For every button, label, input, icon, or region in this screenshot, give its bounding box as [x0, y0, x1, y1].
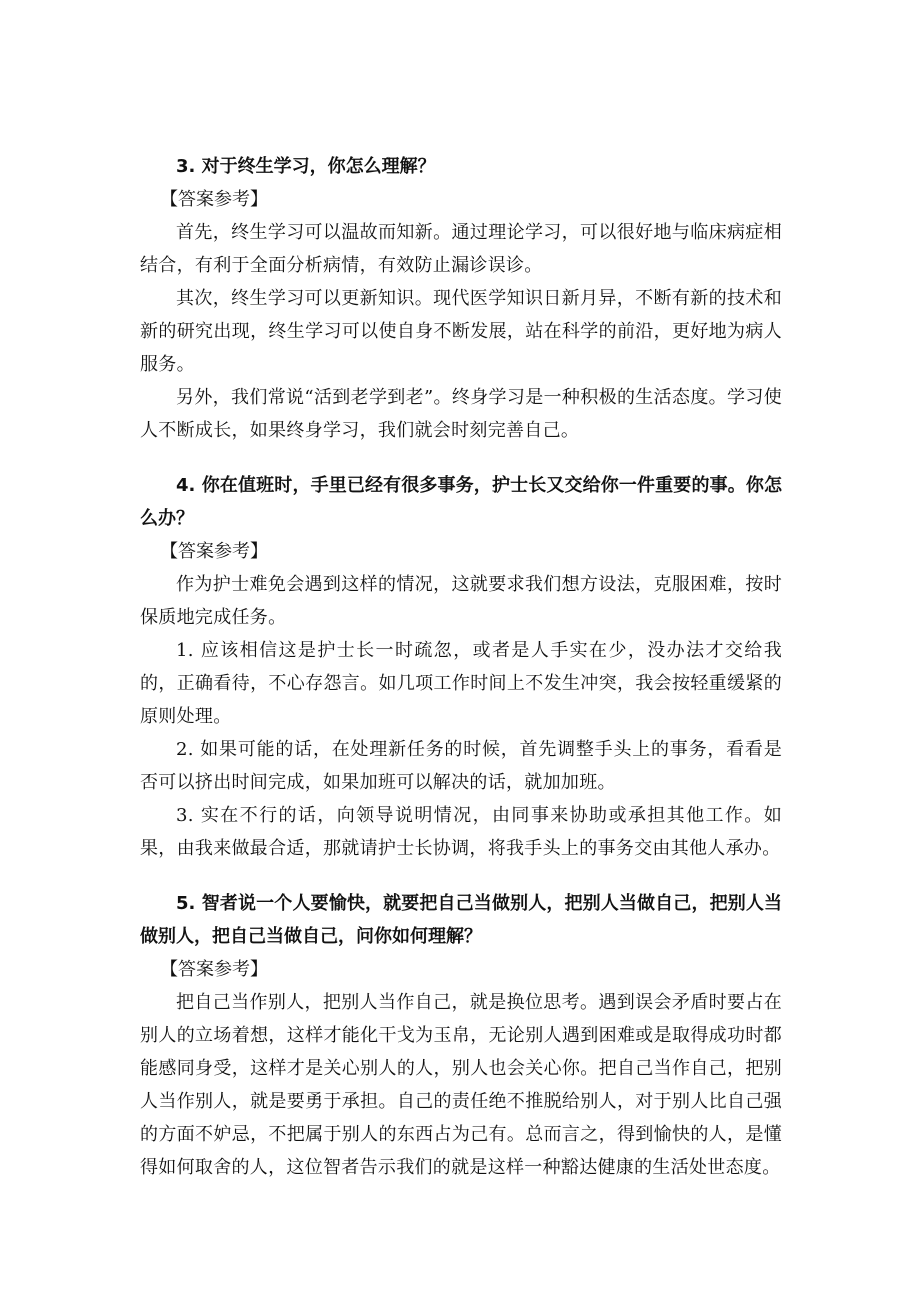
question-heading: 5. 智者说一个人要愉快，就要把自己当做别人，把别人当做自己，把别人当做别人，把自己当做自己，问你如何理解？	[140, 893, 782, 947]
answer-paragraph: 2. 如果可能的话，在处理新任务的时候，首先调整手头上的事务，看看是否可以挤出时间完成，如果加班可以解决的话，就加加班。	[140, 739, 782, 793]
question-heading: 4. 你在值班时，手里已经有很多事务，护士长又交给你一件重要的事。你怎么办？	[140, 475, 782, 529]
answer-paragraph: 其次，终生学习可以更新知识。现代医学知识日新月异，不断有新的技术和新的研究出现，终生学习可以使自身不断发展，站在科学的前沿，更好地为病人服务。	[140, 288, 782, 375]
answer-paragraph: 把自己当作别人，把别人当作自己，就是换位思考。遇到误会矛盾时要占在别人的立场着想，这样才能化干戈为玉帛，无论别人遇到困难或是取得成功时都能感同身受，这样才是关心别人的人，别人也会关心你。把自己当作自己，把别人当作别人，就是要勇于承担。自己的责任绝不推脱给别人，对于别人比自己强的方面不妒忌，不把属于别人的东西占为己有。总而言之，得到愉快的人，是懂得如何取舍的人，这位智者告示我们的就是这样一种豁达健康的生活处世态度。	[140, 992, 782, 1178]
document-content	[140, 150, 782, 1206]
answer-label: 【答案参考】	[160, 959, 268, 980]
answer-label: 【答案参考】	[160, 541, 268, 562]
answer-label: 【答案参考】	[160, 189, 268, 210]
question-heading: 3. 对于终生学习，你怎么理解？	[176, 156, 436, 177]
answer-paragraph: 1. 应该相信这是护士长一时疏忽，或者是人手实在少，没办法才交给我的，正确看待，不心存怨言。如几项工作时间上不发生冲突，我会按轻重缓紧的原则处理。	[140, 640, 782, 727]
qa-section-5	[140, 887, 782, 1184]
qa-section-3	[140, 150, 782, 447]
answer-paragraph: 3. 实在不行的话，向领导说明情况，由同事来协助或承担其他工作。如果，由我来做最合适，那就请护士长协调，将我手头上的事务交由其他人承办。	[140, 805, 782, 859]
answer-paragraph: 另外，我们常说“活到老学到老”。终身学习是一种积极的生活态度。学习使人不断成长，如果终身学习，我们就会时刻完善自己。	[140, 387, 782, 441]
qa-section-4	[140, 469, 782, 865]
answer-paragraph: 作为护士难免会遇到这样的情况，这就要求我们想方设法，克服困难，按时保质地完成任务。	[140, 574, 782, 628]
answer-paragraph: 首先，终生学习可以温故而知新。通过理论学习，可以很好地与临床病症相结合，有利于全面分析病情，有效防止漏诊误诊。	[140, 222, 782, 276]
